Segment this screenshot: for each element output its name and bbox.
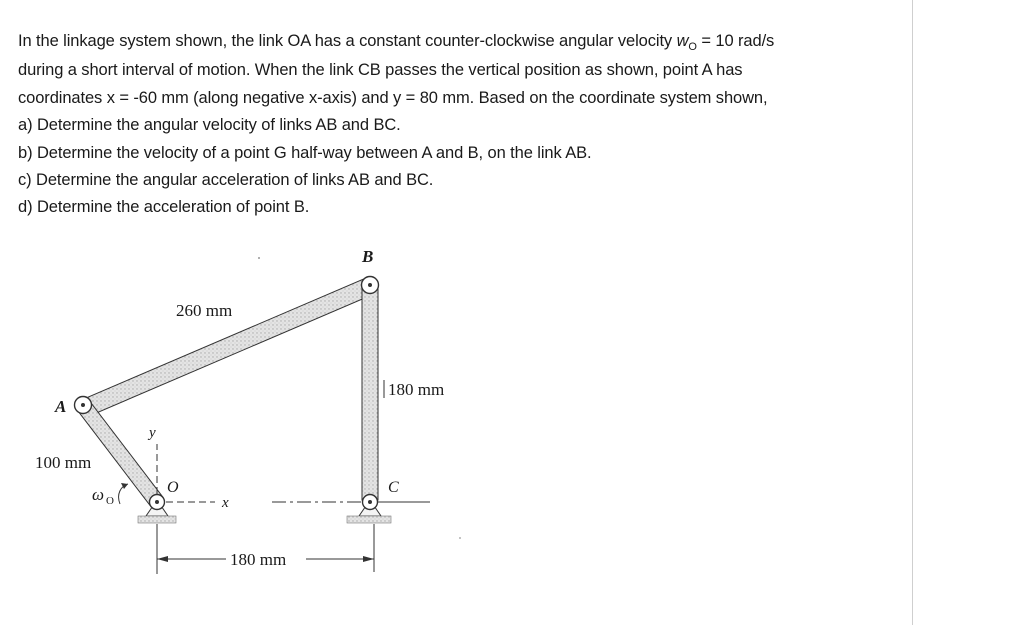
question-b: b) Determine the velocity of a point G half-way between A and B, on the link AB. xyxy=(18,143,592,162)
label-omega: ω xyxy=(92,485,105,504)
dim-arrowhead-right-icon xyxy=(363,556,374,562)
problem-line-3: coordinates x = -60 mm (along negative x-axis) and y = 80 mm. Based on the coordinate system shown, xyxy=(18,88,768,107)
omega-subscript: O xyxy=(688,41,697,53)
question-d: d) Determine the acceleration of point B. xyxy=(18,198,310,217)
link-ab xyxy=(80,278,374,417)
omega-symbol: w xyxy=(676,32,689,50)
dim-label-ab: 260 mm xyxy=(176,301,233,320)
label-c: C xyxy=(388,479,399,496)
pin-c xyxy=(363,495,378,510)
stray-mark xyxy=(258,257,260,259)
dim-arrowhead-left-icon xyxy=(157,556,168,562)
label-b: B xyxy=(362,247,374,266)
pin-a xyxy=(75,397,92,414)
label-a: A xyxy=(55,397,67,416)
problem-line-1-text: In the linkage system shown, the link OA has a constant counter-clockwise angular velocity xyxy=(18,32,677,50)
stray-mark xyxy=(459,537,461,539)
label-omega-sub: O xyxy=(106,495,114,507)
dim-label-oc: 180 mm xyxy=(230,550,287,569)
pin-b xyxy=(362,277,379,294)
link-cb xyxy=(362,284,378,500)
dim-label-cb: 180 mm xyxy=(388,380,445,399)
label-x: x xyxy=(222,495,229,511)
omega-value: = 10 rad/s xyxy=(696,32,775,50)
pin-o xyxy=(150,495,165,510)
label-y: y xyxy=(149,425,156,441)
question-a: a) Determine the angular velocity of links AB and BC. xyxy=(18,116,401,135)
dim-label-oa: 100 mm xyxy=(35,453,92,472)
label-o: O xyxy=(167,479,179,496)
question-c: c) Determine the angular acceleration of links AB and BC. xyxy=(18,171,434,190)
problem-line-2: during a short interval of motion. When the link CB passes the vertical position as shown, point A has xyxy=(18,61,743,80)
